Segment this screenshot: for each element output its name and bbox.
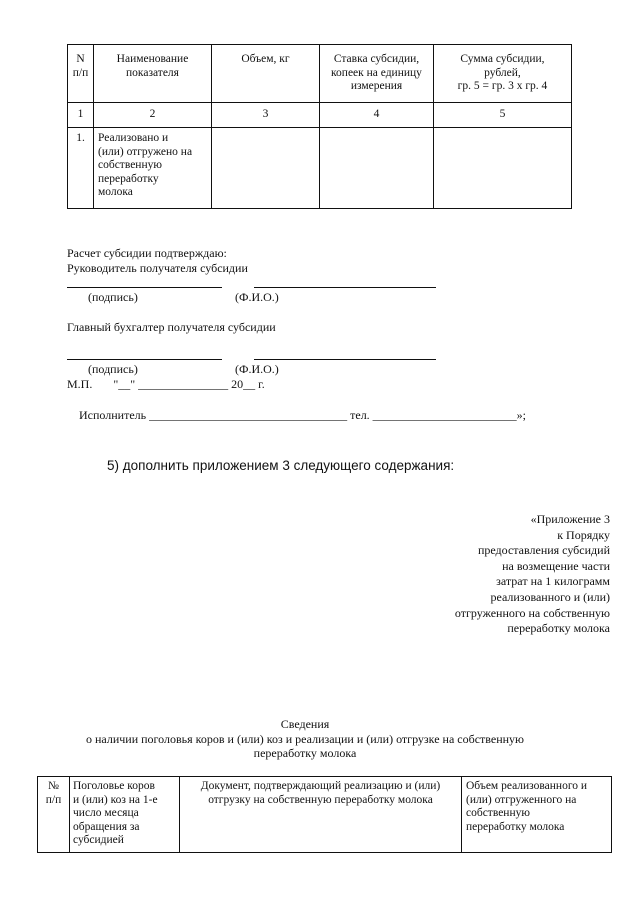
signature-line: [67, 287, 222, 288]
signature-label: (подпись): [88, 290, 138, 304]
appendix-line-6: реализованного и (или): [490, 589, 610, 604]
subsidy-table: [67, 44, 572, 209]
accountant-fio-label: (Ф.И.О.): [235, 362, 279, 376]
accountant-fio-line: [254, 359, 436, 360]
table2-header-livestock: Поголовье коров и (или) коз на 1-е число месяца обращения за субсидией: [70, 777, 180, 853]
table1-colnum-2: 2: [94, 103, 212, 128]
accountant-title: Главный бухгалтер получателя субсидии: [67, 320, 276, 334]
info-subtitle-line1: о наличии поголовья коров и (или) коз и реализации и (или) отгрузке на собственную: [85, 732, 524, 746]
appendix-line-8: переработку молока: [507, 621, 610, 636]
livestock-table: [37, 776, 612, 853]
accountant-signature-label: (подпись): [88, 362, 138, 376]
appendix-line-3: предоставления субсидий: [477, 543, 610, 558]
appendix-line-2: к Порядку: [557, 527, 610, 542]
table1-row-name: Реализовано и (или) отгружено на собственную переработку молока: [94, 128, 212, 209]
table1-row-num: 1.: [68, 128, 94, 209]
table1-row-sum: [434, 128, 572, 209]
table2-header-document: Документ, подтверждающий реализацию и (или) отгрузку на собственную переработку молока: [180, 777, 462, 853]
table1-header-volume: Объем, кг: [212, 45, 320, 103]
table1-header-sum: Сумма субсидии, рублей, гр. 5 = гр. 3 х гр. 4: [434, 45, 572, 103]
appendix-header: [455, 512, 610, 637]
confirm-line2: Руководитель получателя субсидии: [67, 261, 248, 275]
stamp-date: М.П. "__" _______________ 20__ г.: [67, 377, 265, 391]
fio-line: [254, 287, 436, 288]
accountant-signature-line: [67, 359, 222, 360]
table1-colnum-5: 5: [434, 103, 572, 128]
table1-row-rate: [320, 128, 434, 209]
table2-header-volume: Объем реализованного и (или) отгруженного на собственную переработку молока: [462, 777, 612, 853]
table1-colnum-1: 1: [68, 103, 94, 128]
table1-colnum-3: 3: [212, 103, 320, 128]
appendix-line-5: затрат на 1 килограмм: [496, 574, 610, 589]
info-title: Сведения: [280, 717, 330, 731]
appendix-line-7: отгруженного на собственную: [454, 605, 610, 620]
table1-header-name: Наименование показателя: [94, 45, 212, 103]
executor-line: Исполнитель _________________________________ тел. ________________________»;: [79, 408, 527, 422]
confirm-line1: Расчет субсидии подтверждаю:: [67, 246, 227, 260]
info-subtitle-line2: переработку молока: [253, 746, 357, 760]
appendix-line-1: «Приложение 3: [530, 512, 610, 526]
table1-colnum-4: 4: [320, 103, 434, 128]
table1-row-volume: [212, 128, 320, 209]
table2-header-num: № п/п: [38, 777, 70, 853]
fio-label: (Ф.И.О.): [235, 290, 279, 304]
appendix-line-4: на возмещение части: [502, 558, 610, 573]
table1-header-num: N п/п: [68, 45, 94, 103]
item5-heading: 5) дополнить приложением 3 следующего содержания:: [107, 458, 455, 473]
table1-header-rate: Ставка субсидии, копеек на единицу измерения: [320, 45, 434, 103]
